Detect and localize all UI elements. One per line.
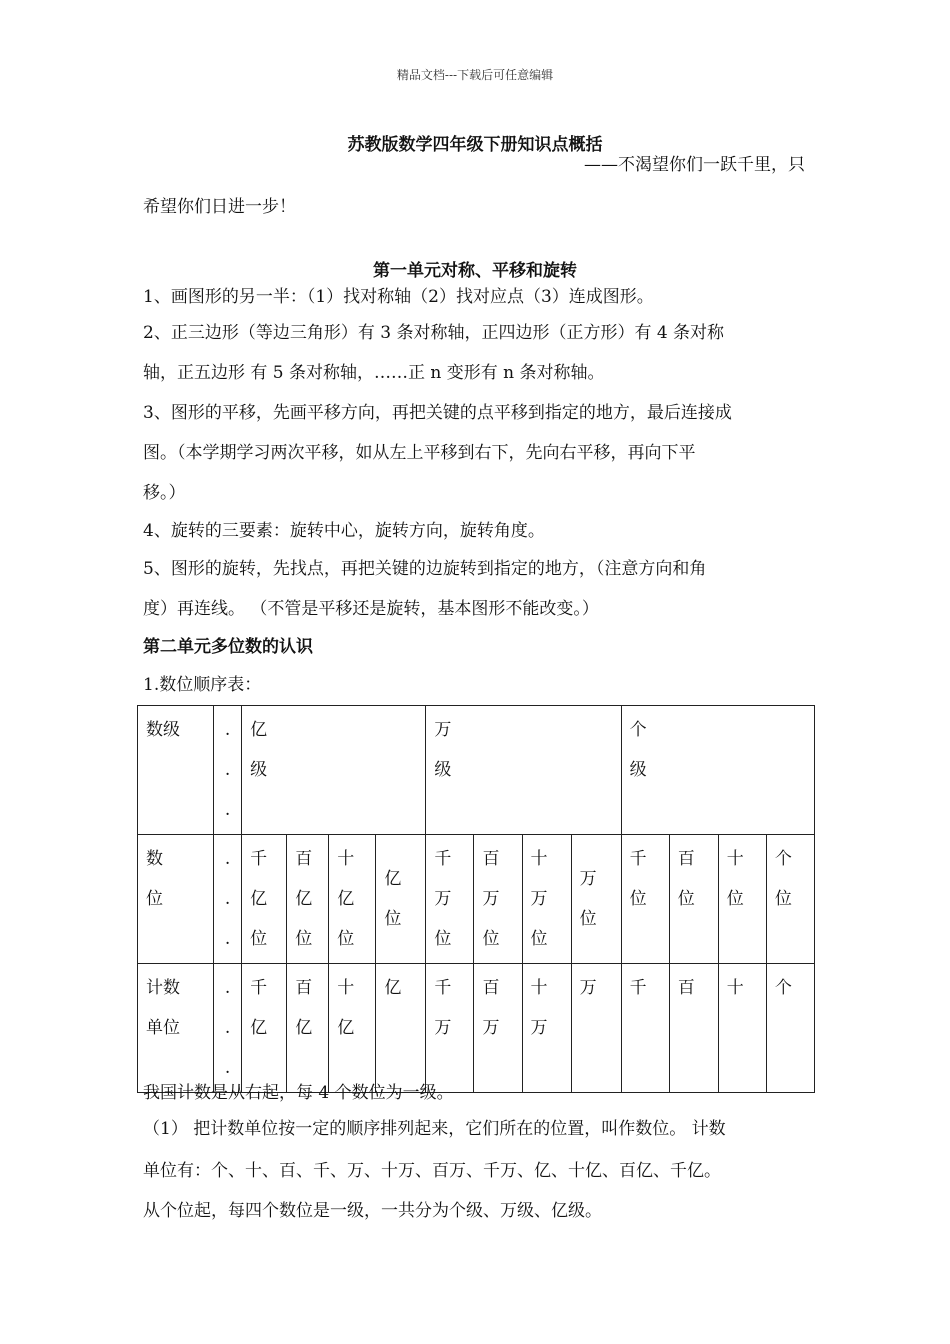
unit-cell: 亿 (376, 964, 426, 1093)
place-value-table (137, 705, 815, 1093)
unit2-line: （1） 把计数单位按一定的顺序排列起来，它们所在的位置，叫作数位。 计数 (143, 1119, 726, 1139)
place-cell: 百 亿 位 (287, 835, 329, 964)
place-cell: 千 亿 位 (242, 835, 287, 964)
unit2-line: 单位有：个、十、百、千、万、十万、百万、千万、亿、十亿、百亿、千亿。 (143, 1161, 721, 1181)
unit-cell: 千 亿 (242, 964, 287, 1093)
row-label-level: 数级 (138, 706, 214, 835)
unit-cell: 百 (669, 964, 718, 1093)
place-cell: 百 位 (669, 835, 718, 964)
unit1-line: 图。（本学期学习两次平移，如从左上平移到右下，先向右平移，再向下平 (143, 443, 696, 463)
unit-cell: 千 (621, 964, 669, 1093)
unit1-line: 移。） (143, 483, 186, 503)
unit-cell: 十 亿 (329, 964, 376, 1093)
unit2-line: 从个位起，每四个数位是一级，一共分为个级、万级、亿级。 (143, 1201, 602, 1221)
unit-cell: 十 万 (522, 964, 571, 1093)
unit1-line: 度）再连线。 （不管是平移还是旋转，基本图形不能改变。） (143, 599, 599, 619)
row-label-place: 数 位 (138, 835, 214, 964)
place-cell: 万 位 (571, 835, 621, 964)
place-cell: 千 位 (621, 835, 669, 964)
unit-cell: 千 万 (426, 964, 474, 1093)
unit1-line: 2、正三边形（等边三角形）有 3 条对称轴，正四边形（正方形）有 4 条对称 (143, 323, 725, 343)
ellipsis-cell: . . . (214, 964, 242, 1093)
document-title: 苏教版数学四年级下册知识点概括 (347, 135, 603, 155)
place-cell: 亿 位 (376, 835, 426, 964)
subtitle-line-2: 希望你们日进一步！ (143, 197, 296, 217)
table-intro: 1.数位顺序表： (143, 675, 262, 695)
level-ge: 个 级 (621, 706, 814, 835)
unit1-line: 5、图形的旋转，先找点，再把关键的边旋转到指定的地方，（注意方向和角 (143, 559, 707, 579)
unit2-heading: 第二单元多位数的认识 (143, 637, 313, 657)
page-header: 精品文档---下载后可任意编辑 (396, 68, 554, 82)
level-yi: 亿 级 (242, 706, 426, 835)
row-label-unit: 计数 单位 (138, 964, 214, 1093)
subtitle-line-1: ——不渴望你们一跃千里，只 (584, 155, 805, 175)
place-cell: 十 万 位 (522, 835, 571, 964)
ellipsis-cell: . . . (214, 706, 242, 835)
place-cell: 千 万 位 (426, 835, 474, 964)
unit1-line: 4、旋转的三要素：旋转中心，旋转方向，旋转角度。 (143, 521, 545, 541)
place-cell: 十 位 (718, 835, 766, 964)
place-cell: 十 亿 位 (329, 835, 376, 964)
unit1-line: 1、画图形的另一半：（1）找对称轴（2）找对应点（3）连成图形。 (143, 287, 654, 307)
ellipsis-cell: . . . (214, 835, 242, 964)
unit2-line: 我国计数是从右起，每 4 个数位为一级。 (143, 1083, 454, 1103)
unit-cell: 百 万 (474, 964, 522, 1093)
unit1-line: 轴，正五边形 有 5 条对称轴，……正 n 变形有 n 条对称轴。 (143, 363, 605, 383)
unit-cell: 百 亿 (287, 964, 329, 1093)
unit1-line: 3、图形的平移，先画平移方向，再把关键的点平移到指定的地方，最后连接成 (143, 403, 732, 423)
unit1-heading: 第一单元对称、平移和旋转 (373, 261, 577, 281)
unit-cell: 十 (718, 964, 766, 1093)
unit-cell: 个 (766, 964, 814, 1093)
place-cell: 个 位 (766, 835, 814, 964)
place-cell: 百 万 位 (474, 835, 522, 964)
level-wan: 万 级 (426, 706, 621, 835)
unit-cell: 万 (571, 964, 621, 1093)
